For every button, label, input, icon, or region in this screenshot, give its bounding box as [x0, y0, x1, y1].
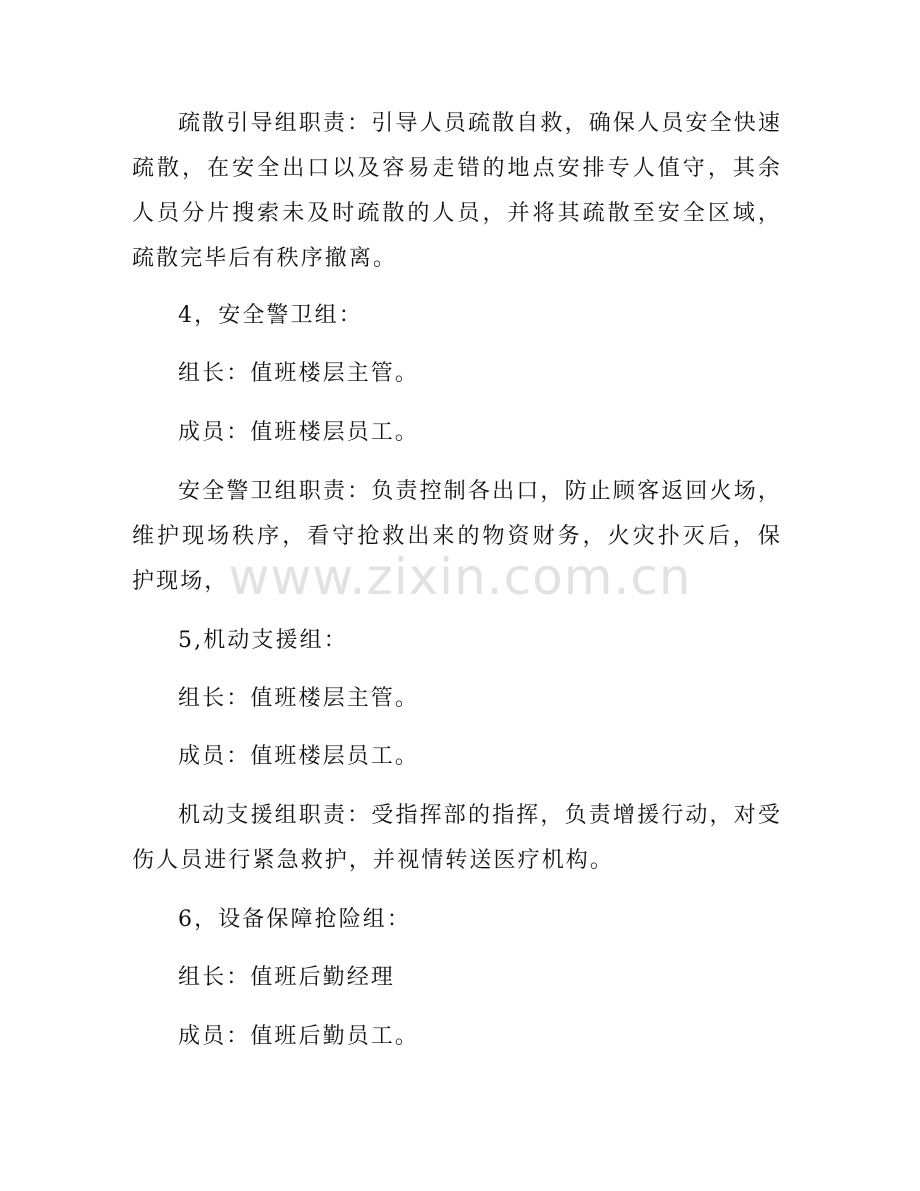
paragraph-security-leader: 组长：值班楼层主管。: [178, 361, 420, 386]
paragraph-equipment-leader: 组长：值班后勤经理: [178, 965, 395, 990]
paragraph-security-members: 成员：值班楼层员工。: [178, 420, 420, 445]
heading-security-guard-group: 4，安全警卫组：: [178, 303, 363, 328]
paragraph-equipment-members: 成员：值班后勤员工。: [178, 1024, 420, 1049]
heading-mobile-support-group: 5,机动支援组：: [178, 628, 348, 653]
heading-equipment-rescue-group: 6，设备保障抢险组：: [178, 907, 411, 932]
watermark-text: www.zixin.com.cn: [228, 548, 692, 606]
paragraph-support-leader: 组长：值班楼层主管。: [178, 686, 420, 711]
paragraph-support-duties: 机动支援组职责：受指挥部的指挥，负责增援行动，对受伤人员进行紧急救护，并视情转送医疗机构。: [132, 803, 782, 873]
paragraph-security-duties: 安全警卫组职责：负责控制各出口，防止顾客返回火场，维护现场秩序，看守抢救出来的物资财务，火灾扑灭后，保护现场，: [132, 479, 782, 594]
paragraph-support-members: 成员：值班楼层员工。: [178, 744, 420, 769]
paragraph-evacuation-duties: 疏散引导组职责：引导人员疏散自救，确保人员安全快速疏散，在安全出口以及容易走错的地点安排专人值守，其余人员分片搜索未及时疏散的人员，并将其疏散至安全区域，疏散完毕后有秩序撤离。: [132, 111, 782, 271]
